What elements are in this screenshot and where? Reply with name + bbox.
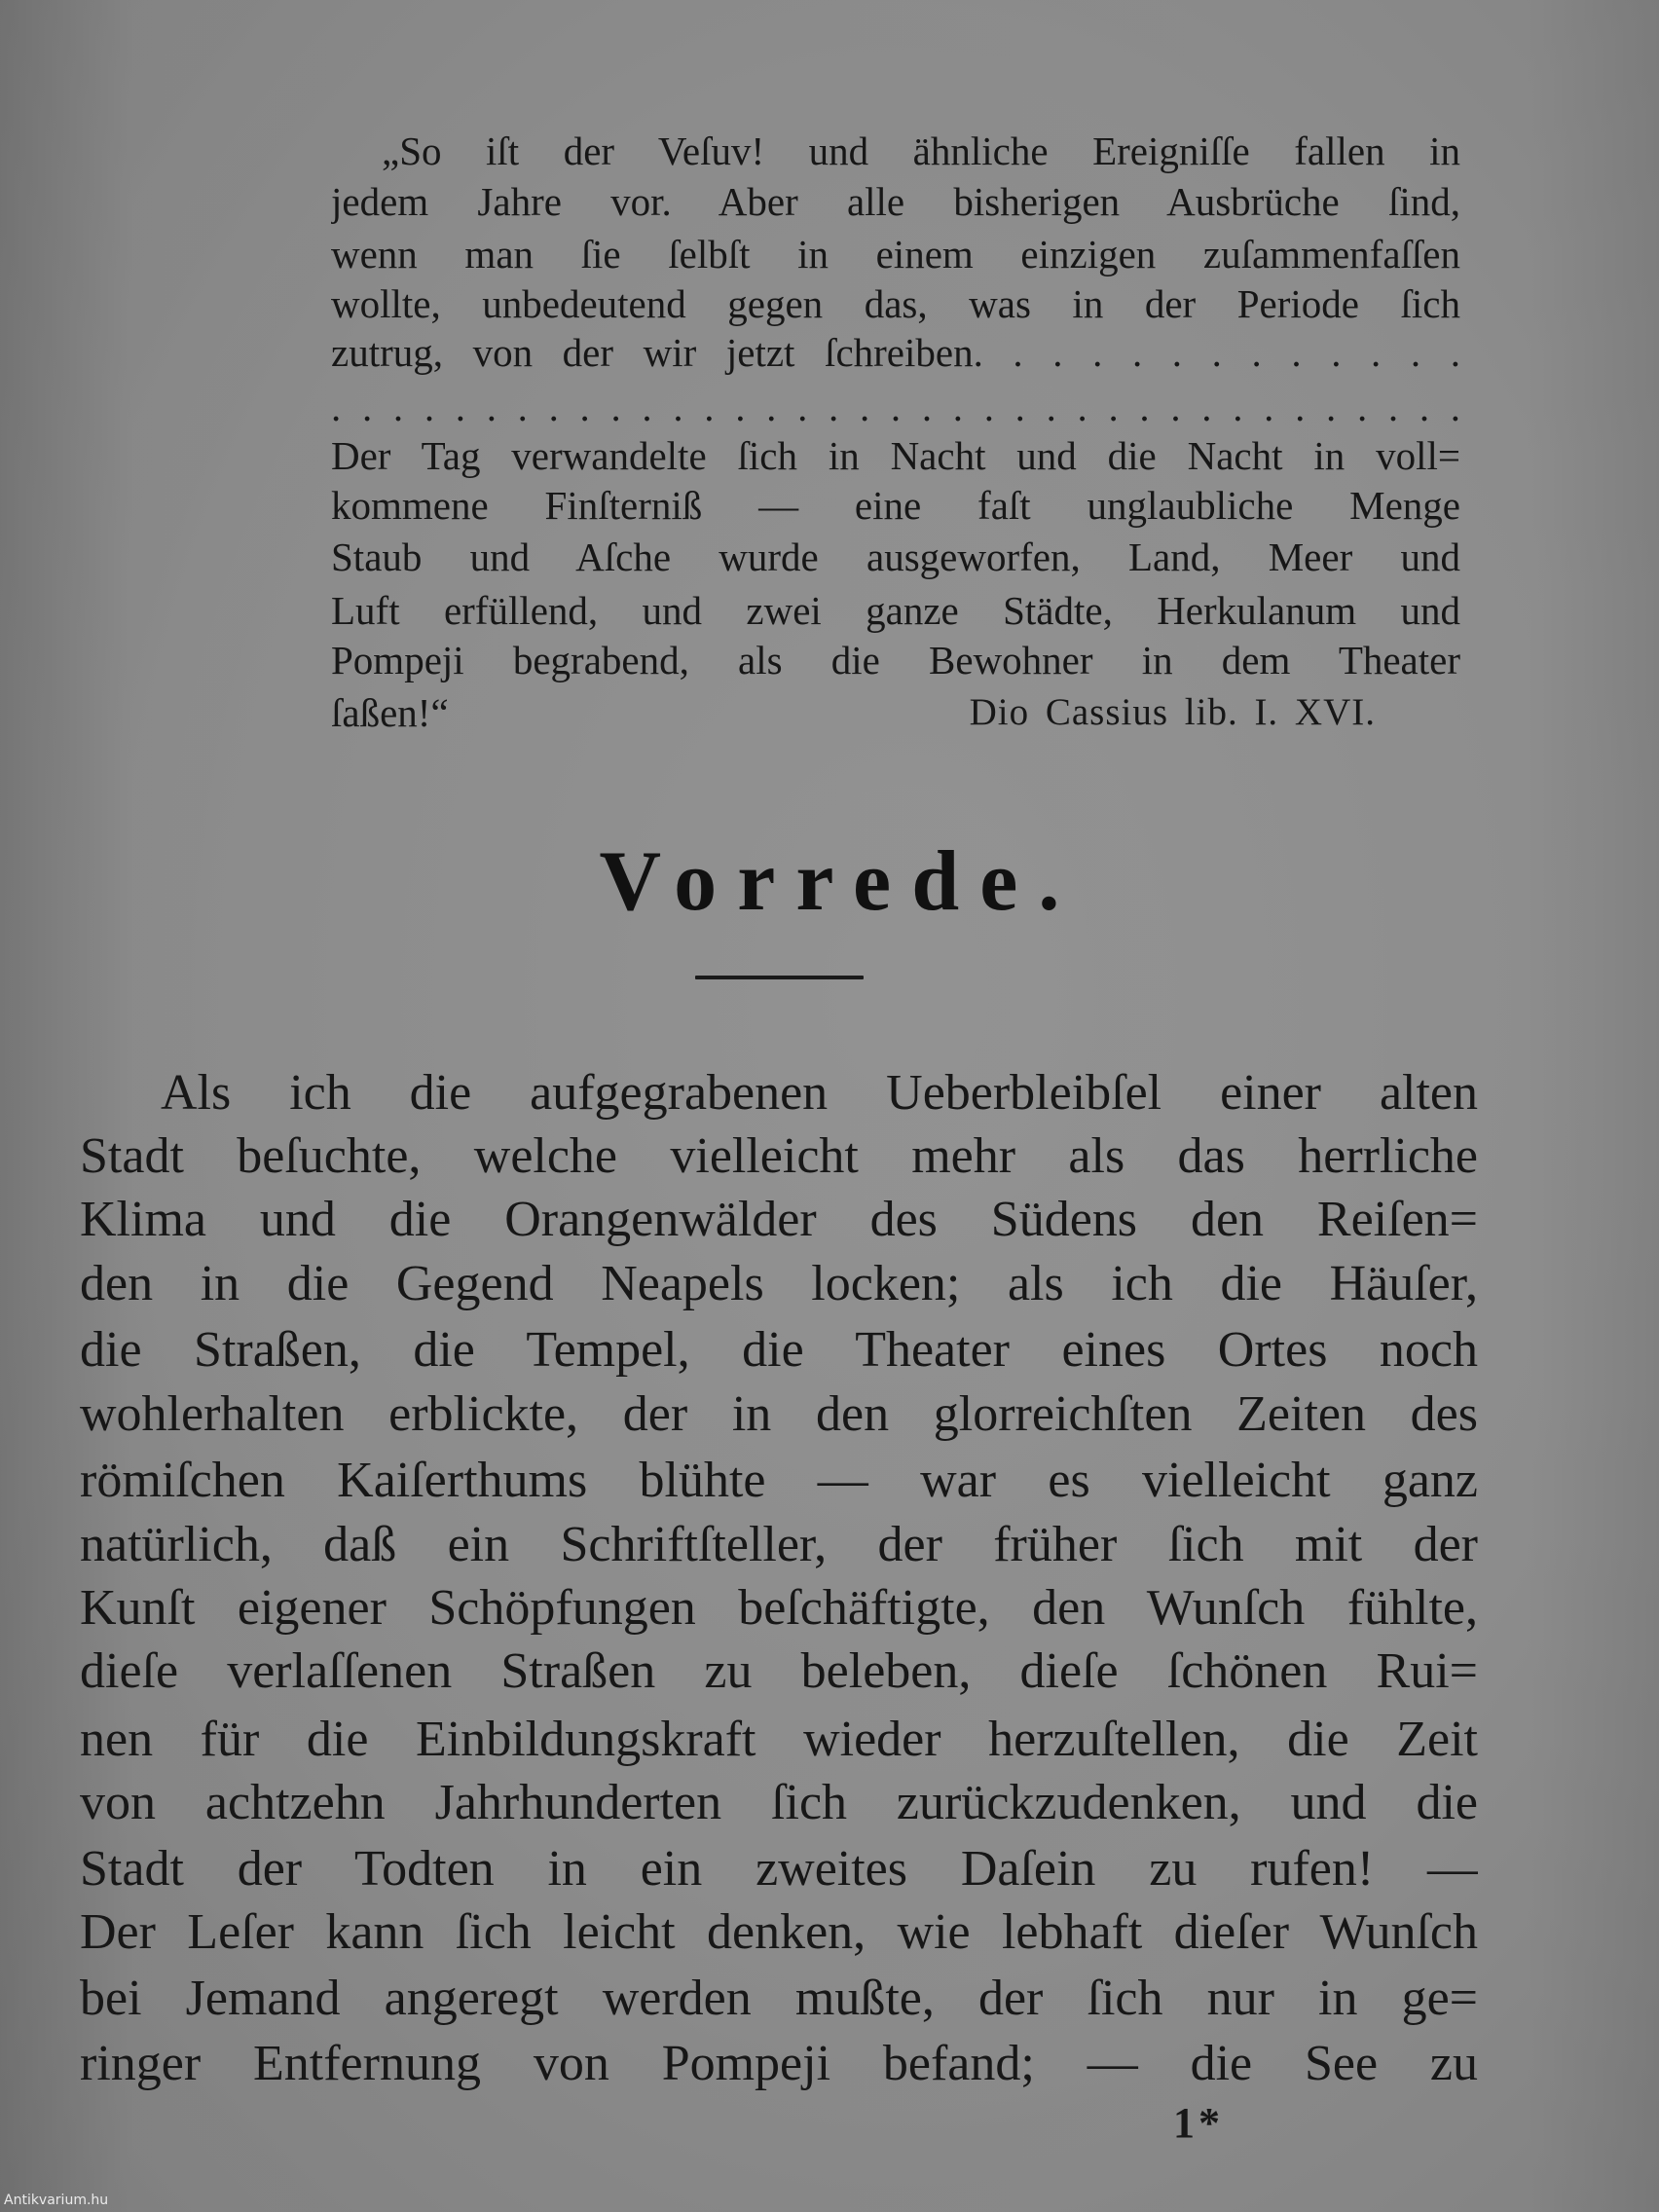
quote-line: jedem Jahre vor. Aber alle bisherigen Ausbrüche ſind, [331, 179, 1460, 224]
body-line: die Straßen, die Tempel, die Theater eines Ortes noch [80, 1322, 1478, 1378]
quote-line: „So iſt der Veſuv! und ähnliche Ereigniſſe fallen in [382, 129, 1460, 173]
body-line: nen für die Einbildungskraft wieder herzuſtellen, die Zeit [80, 1712, 1478, 1767]
quote-last-line [331, 687, 1460, 738]
quote-line: kommene Finſterniß — eine faſt unglaubliche Menge [331, 483, 1460, 528]
heading-rule [695, 976, 864, 979]
body-line: von achtzehn Jahrhunderten ſich zurückzudenken, und die [80, 1775, 1478, 1830]
quote-line: Luft erfüllend, und zwei ganze Städte, Herkulanum und [331, 588, 1460, 633]
body-line: Der Leſer kann ſich leicht denken, wie lebhaft dieſer Wunſch [80, 1904, 1478, 1960]
body-line: römiſchen Kaiſerthums blühte — war es vielleicht ganz [80, 1453, 1478, 1508]
body-line: bei Jemand angeregt werden mußte, der ſich nur in ge= [80, 1971, 1478, 2026]
quote-last-line-text: ſaßen!“ [331, 690, 449, 735]
body-line: Klima und die Orangenwälder des Südens den Reiſen= [80, 1192, 1478, 1247]
quote-citation: Dio Cassius lib. I. XVI. [969, 691, 1376, 733]
chapter-heading: Vorrede. [599, 834, 1081, 929]
body-line: Stadt der Todten in ein zweites Daſein zu rufen! — [80, 1841, 1478, 1897]
quote-line: wenn man ſie ſelbſt in einem einzigen zuſammenfaſſen [331, 232, 1460, 276]
body-line: Stadt beſuchte, welche vielleicht mehr als das herrliche [80, 1128, 1478, 1184]
body-line: den in die Gegend Neapels locken; als ich die Häuſer, [80, 1256, 1478, 1311]
quote-dotted-line: . . . . . . . . . . . . . . . . . . . . . . . . . . . . . . . . . . . . . [331, 385, 1460, 429]
quote-line: wollte, unbedeutend gegen das, was in der Periode ſich [331, 281, 1460, 326]
quote-line: Pompeji begrabend, als die Bewohner in dem Theater [331, 638, 1460, 682]
quote-line: Der Tag verwandelte ſich in Nacht und die Nacht in voll= [331, 433, 1460, 478]
body-line: ringer Entfernung von Pompeji befand; — die See zu [80, 2036, 1478, 2091]
signature-mark: 1* [1173, 2099, 1224, 2147]
body-line: dieſe verlaſſenen Straßen zu beleben, dieſe ſchönen Rui= [80, 1643, 1478, 1699]
body-line: Als ich die aufgegrabenen Ueberbleibſel einer alten [161, 1065, 1478, 1121]
body-line: Kunſt eigener Schöpfungen beſchäftigte, den Wunſch fühlte, [80, 1580, 1478, 1636]
watermark: Antikvarium.hu [4, 2193, 109, 2208]
body-line: wohlerhalten erblickte, der in den glorreichſten Zeiten des [80, 1386, 1478, 1442]
body-line: natürlich, daß ein Schriftſteller, der früher ſich mit der [80, 1517, 1478, 1572]
quote-line: zutrug, von der wir jetzt ſchreiben. . . . . . . . . . . . . [331, 330, 1460, 375]
quote-line: Staub und Aſche wurde ausgeworfen, Land, Meer und [331, 535, 1460, 579]
